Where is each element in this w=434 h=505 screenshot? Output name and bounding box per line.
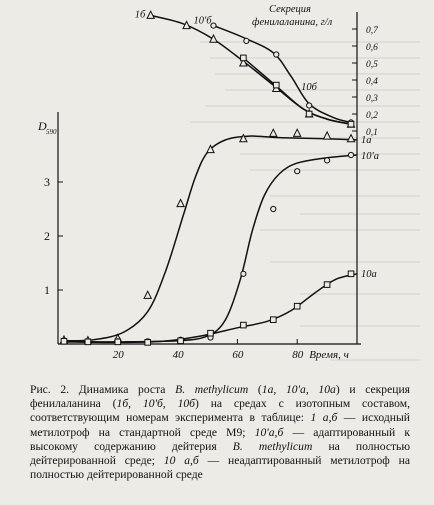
secondary-tick-label: 0,2 [366, 111, 378, 121]
growth-point-square [115, 339, 121, 345]
x-axis-title: Время, ч [309, 349, 349, 361]
secondary-tick-label: 0,7 [366, 26, 378, 36]
caption-growth-ids: 1а, 10'а, 10а [261, 383, 336, 396]
caption-text: на полностью дейтерированной среде; [30, 439, 410, 468]
secretion-curve-2 [213, 26, 351, 123]
secretion-point-circle [274, 52, 279, 57]
secretion-point-square [241, 55, 247, 61]
growth-point-square [270, 317, 276, 323]
x-tick-label: 60 [232, 349, 244, 361]
growth-point-square [85, 339, 91, 345]
growth-point-triangle [324, 132, 331, 139]
growth-point-square [61, 339, 67, 345]
growth-curve-1 [64, 136, 357, 341]
secretion-point-triangle [183, 21, 190, 28]
figure-caption [30, 383, 410, 482]
y-tick-label: 1 [44, 283, 50, 297]
growth-point-square [324, 282, 330, 288]
growth-point-circle [295, 169, 300, 174]
growth-point-triangle [177, 199, 184, 206]
caption-secretion-ids: 1б, 10'б, 10б [116, 397, 195, 411]
growth-point-square [178, 338, 184, 344]
growth-point-square [348, 271, 354, 277]
growth-point-circle [241, 271, 246, 276]
series-label-growth-3: 10а [361, 268, 377, 280]
x-tick-label: 40 [172, 349, 184, 361]
secretion-point-circle [307, 103, 312, 108]
x-tick-label: 80 [292, 349, 304, 361]
growth-point-circle [325, 158, 330, 163]
growth-point-circle [271, 206, 276, 211]
secretion-point-circle [211, 23, 216, 28]
series-label-secretion-1: 1б [134, 9, 146, 21]
secretion-point-circle [244, 38, 249, 43]
secretion-curve-1 [151, 15, 351, 124]
y-tick-label: 2 [44, 229, 50, 243]
caption-text: — неадаптированный метилотроф на полностью дейтерированной среде [30, 454, 410, 482]
series-label-secretion-3: 10б [301, 82, 317, 94]
secondary-tick-label: 0,5 [366, 60, 378, 70]
secretion-point-square [306, 111, 312, 117]
y-axis-title: D [38, 119, 47, 133]
growth-point-triangle [294, 129, 301, 136]
caption-text: ) и секреция фенилаланина ( [30, 383, 410, 411]
growth-point-square [294, 303, 300, 309]
secretion-curve-3 [243, 58, 351, 124]
x-tick-label: 20 [112, 349, 124, 361]
growth-point-triangle [347, 135, 354, 142]
series-label-growth-2: 10'а [361, 151, 379, 162]
series-label-growth-1: 1а [361, 134, 372, 146]
y-axis-title-subscript: 590 [46, 128, 57, 136]
secondary-tick-label: 0,4 [366, 77, 378, 87]
growth-point-triangle [270, 129, 277, 136]
caption-species: B. methylicum [175, 383, 249, 396]
caption-text: ) на средах с изотопным составом, соответствующим номерам эксперимента в таблице: [30, 397, 410, 425]
growth-curve-2 [64, 155, 357, 342]
caption-exp-10: 10 а,б [163, 454, 199, 468]
secretion-point-square [273, 82, 279, 88]
y-tick-label: 3 [44, 175, 50, 189]
growth-point-triangle [144, 291, 151, 298]
caption-exp-10-prime: 10'а,б [254, 425, 284, 439]
caption-text: Рис. 2. Динамика роста [30, 383, 176, 396]
caption-text: ( [248, 383, 262, 396]
growth-point-circle [348, 152, 353, 157]
caption-species: B. methylicum [232, 439, 313, 453]
secretion-point-square [348, 121, 354, 127]
caption-exp-1: 1 а,б [310, 411, 338, 425]
secondary-axis-title: Секреция [269, 4, 311, 15]
secretion-point-triangle [210, 35, 217, 42]
secondary-tick-label: 0,1 [366, 128, 378, 138]
secretion-point-triangle [147, 11, 154, 18]
growth-point-square [241, 322, 247, 328]
secondary-tick-label: 0,3 [366, 94, 378, 104]
secondary-axis-title-units: фенилаланина, г/л [252, 17, 333, 28]
caption-text: — адаптированный к высокому содержанию дейтерия [30, 425, 410, 453]
growth-point-square [145, 340, 151, 346]
growth-point-square [208, 330, 214, 336]
caption-text: — исходный метилотроф на стандартной среде М9; [30, 411, 410, 439]
series-label-secretion-2: 10'б [193, 15, 212, 27]
secondary-tick-label: 0,6 [366, 43, 378, 53]
